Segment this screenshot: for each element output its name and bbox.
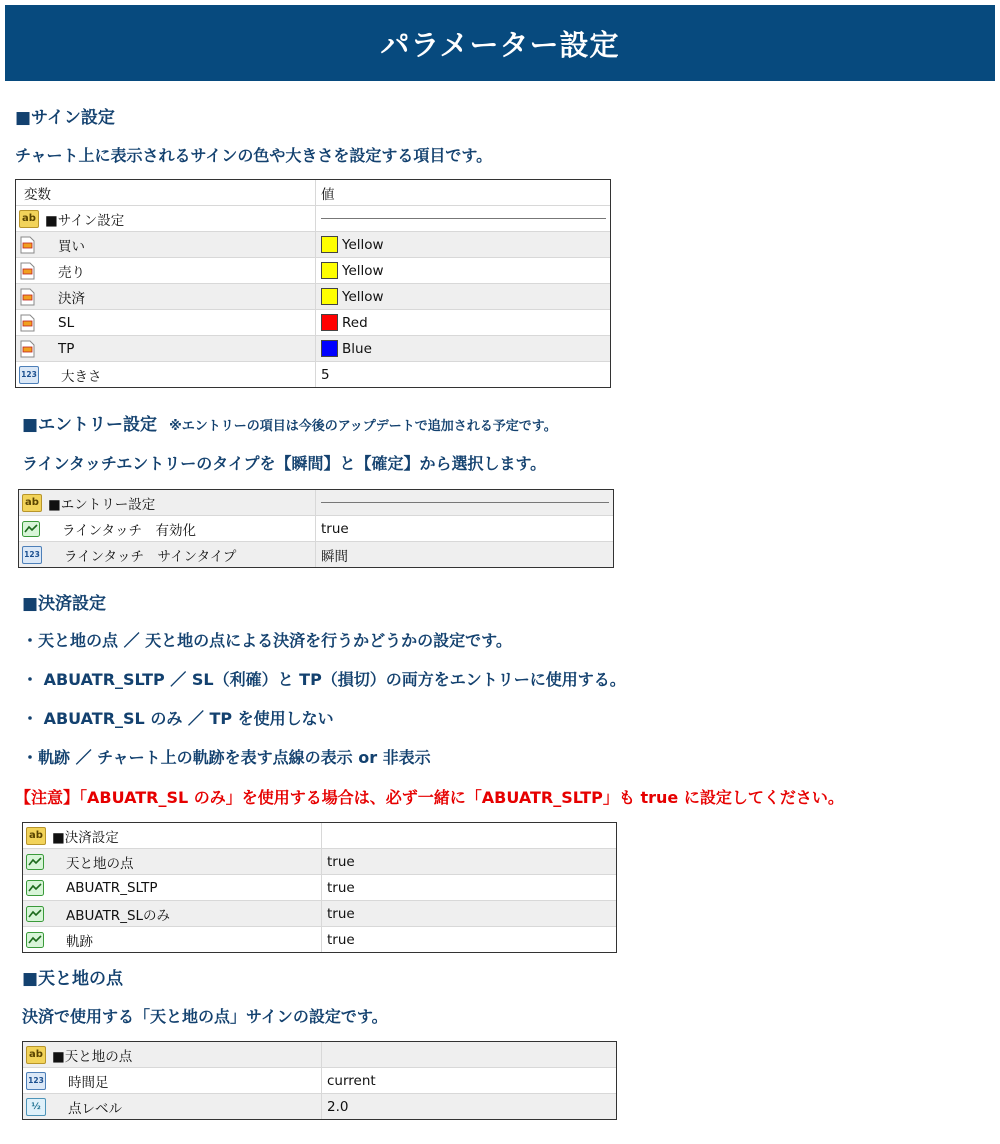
entry-heading-text: ■エントリー設定 xyxy=(22,415,158,435)
param-name: SL xyxy=(58,314,75,331)
entry-note: ※エントリーの項目は今後のアップデートで追加される予定です。 xyxy=(169,419,557,434)
param-name: 時間足 xyxy=(68,1074,109,1091)
color-param-icon xyxy=(19,288,36,306)
color-param-icon xyxy=(19,340,36,358)
bool-param-icon xyxy=(26,906,44,922)
header-value: 値 xyxy=(321,186,335,203)
table-header-row xyxy=(16,180,610,206)
exit-bullet-3: ・ ABUATR_SL のみ ／ TP を使用しない xyxy=(22,709,334,728)
param-name: 売り xyxy=(58,264,85,281)
table-row[interactable] xyxy=(16,336,610,362)
entry-heading xyxy=(22,410,557,435)
param-name: 買い xyxy=(58,238,85,255)
param-name: ラインタッチ 有効化 xyxy=(62,522,197,539)
bool-param-icon xyxy=(26,932,44,948)
table-row[interactable] xyxy=(19,516,613,542)
exit-warning: 【注意】「ABUATR_SL のみ」を使用する場合は、必ず一緒に「ABUATR_SLTP」も true に設定してください。 xyxy=(15,788,844,807)
table-row[interactable] xyxy=(16,362,610,387)
page-title: パラメーター設定 xyxy=(380,27,620,62)
sign-heading: ■サイン設定 xyxy=(15,108,115,128)
param-value: Red xyxy=(342,314,368,331)
param-name: 点レベル xyxy=(68,1100,122,1117)
header-variable: 変数 xyxy=(16,180,316,205)
table-row[interactable] xyxy=(23,849,616,875)
table-row[interactable] xyxy=(23,927,616,952)
param-name: 決済 xyxy=(58,290,85,307)
color-swatch xyxy=(321,314,338,331)
color-swatch xyxy=(321,288,338,305)
group-label: ■サイン設定 xyxy=(45,212,125,229)
tenchi-heading: ■天と地の点 xyxy=(22,969,124,989)
color-swatch xyxy=(321,340,338,357)
table-row[interactable] xyxy=(16,284,610,310)
color-param-icon xyxy=(19,262,36,280)
group-label: ■決済設定 xyxy=(52,829,119,846)
table-row[interactable] xyxy=(16,232,610,258)
param-name: ラインタッチ サインタイプ xyxy=(64,548,237,565)
table-row[interactable] xyxy=(23,875,616,901)
param-value: Yellow xyxy=(342,262,384,279)
group-row-exit[interactable] xyxy=(23,823,616,849)
param-value: Yellow xyxy=(342,288,384,305)
group-row-entry[interactable] xyxy=(19,490,613,516)
ab-string-icon: ab xyxy=(19,210,39,228)
group-label: ■エントリー設定 xyxy=(48,496,156,513)
table-row[interactable] xyxy=(23,1068,616,1094)
page-title-banner xyxy=(5,5,995,81)
bool-param-icon xyxy=(22,521,40,537)
ab-string-icon: ab xyxy=(26,827,46,845)
param-value: true xyxy=(327,853,355,870)
param-value: 2.0 xyxy=(327,1098,349,1115)
sign-param-table xyxy=(15,179,611,388)
separator-line xyxy=(321,502,609,503)
table-row[interactable] xyxy=(16,310,610,336)
param-value: true xyxy=(327,879,355,896)
integer-123-icon: 123 xyxy=(19,366,39,384)
param-name: 大きさ xyxy=(61,368,102,385)
tenchi-param-table xyxy=(22,1041,617,1120)
bool-param-icon xyxy=(26,880,44,896)
param-value: Blue xyxy=(342,340,372,357)
color-swatch xyxy=(321,236,338,253)
separator-line xyxy=(321,218,606,219)
param-name: ABUATR_SLのみ xyxy=(66,907,171,924)
integer-123-icon: 123 xyxy=(26,1072,46,1090)
exit-bullet-1: ・天と地の点 ／ 天と地の点による決済を行うかどうかの設定です。 xyxy=(22,631,512,650)
param-value: true xyxy=(327,931,355,948)
table-row[interactable] xyxy=(19,542,613,567)
param-name: TP xyxy=(58,340,75,357)
sign-description: チャート上に表示されるサインの色や大きさを設定する項目です。 xyxy=(15,146,493,165)
param-name: 天と地の点 xyxy=(66,855,134,872)
table-row[interactable] xyxy=(23,1094,616,1119)
exit-heading: ■決済設定 xyxy=(22,594,107,614)
tenchi-description: 決済で使用する「天と地の点」サインの設定です。 xyxy=(22,1007,388,1026)
param-value: Yellow xyxy=(342,236,384,253)
table-row[interactable] xyxy=(23,901,616,927)
ab-string-icon: ab xyxy=(26,1046,46,1064)
param-value: true xyxy=(321,520,349,537)
exit-bullet-4: ・軌跡 ／ チャート上の軌跡を表す点線の表示 or 非表示 xyxy=(22,748,431,767)
color-swatch xyxy=(321,262,338,279)
group-label: ■天と地の点 xyxy=(52,1048,133,1065)
param-value: 瞬間 xyxy=(321,548,348,565)
entry-param-table xyxy=(18,489,614,568)
exit-bullet-2: ・ ABUATR_SLTP ／ SL（利確）と TP（損切）の両方をエントリーに使用する。 xyxy=(22,670,626,689)
param-value: true xyxy=(327,905,355,922)
param-name: ABUATR_SLTP xyxy=(66,879,158,896)
param-value: current xyxy=(327,1072,376,1089)
param-name: 軌跡 xyxy=(66,933,93,950)
group-row-tenchi[interactable] xyxy=(23,1042,616,1068)
color-param-icon xyxy=(19,236,36,254)
entry-description: ラインタッチエントリーのタイプを【瞬間】と【確定】から選択します。 xyxy=(22,454,547,473)
group-row-sign[interactable] xyxy=(16,206,610,232)
color-param-icon xyxy=(19,314,36,332)
ab-string-icon: ab xyxy=(22,494,42,512)
bool-param-icon xyxy=(26,854,44,870)
exit-param-table xyxy=(22,822,617,953)
double-half-icon: ½ xyxy=(26,1098,46,1116)
table-row[interactable] xyxy=(16,258,610,284)
param-value: 5 xyxy=(321,366,330,383)
integer-123-icon: 123 xyxy=(22,546,42,564)
